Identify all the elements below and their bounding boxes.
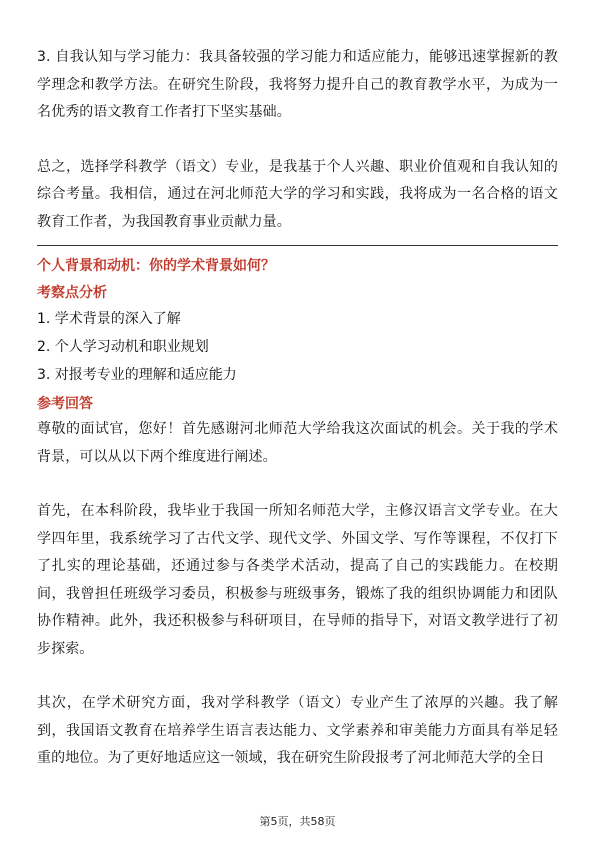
- analysis-points-list: [37, 305, 558, 389]
- paragraph-learning-ability: 3. 自我认知与学习能力：我具备较强的学习能力和适应能力，能够迅速掌握新的教学理念和教学方法。在研究生阶段，我将努力提升自己的教育教学水平，为成为一名优秀的语文教育工作者打下坚实基础。: [37, 49, 558, 120]
- answer-paragraph-greeting: 尊敬的面试官，您好！首先感谢河北师范大学给我这次面试的机会。关于我的学术背景，可以从以下两个维度进行阐述。: [37, 421, 558, 465]
- paragraph-gap: [37, 663, 558, 690]
- analysis-heading: 考察点分析: [37, 285, 107, 301]
- answer-paragraph-research: 其次，在学术研究方面，我对学科教学（语文）专业产生了浓厚的兴趣。我了解到，我国语文教育在培养学生语言表达能力、文学素养和审美能力方面具有举足轻重的地位。为了更好地适应这一领域，我在研究生阶段报考了河北师范大学的全日: [37, 695, 558, 766]
- page-number-footer: 第5页，共58页: [259, 815, 336, 828]
- paragraph-conclusion: 总之，选择学科教学（语文）专业，是我基于个人兴趣、职业价值观和自我认知的综合考量。我相信，通过在河北师范大学的学习和实践，我将成为一名合格的语文教育工作者，为我国教育事业贡献力量。: [37, 158, 558, 230]
- analysis-point: 2. 个人学习动机和职业规划: [37, 339, 209, 355]
- question-title: 个人背景和动机：你的学术背景如何？: [37, 258, 275, 274]
- analysis-point: 3. 对报考专业的理解和适应能力: [37, 367, 237, 383]
- analysis-point: 1. 学术背景的深入了解: [37, 311, 181, 327]
- page-content: [37, 44, 558, 773]
- paragraph-gap: [37, 471, 558, 498]
- paragraph-gap: [37, 127, 558, 154]
- answer-paragraph-undergraduate: 首先，在本科阶段，我毕业于我国一所知名师范大学，主修汉语言文学专业。在大学四年里，我系统学习了古代文学、现代文学、外国文学、写作等课程，不仅打下了扎实的理论基础，还通过参与各类学术活动，提高了自己的实践能力。在校期间，我曾担任班级学习委员，积极参与班级事务，锻炼了我的组织协调能力和团队协作精神。此外，我还积极参与科研项目，在导师的指导下，对语文教学进行了初步探索。: [37, 503, 558, 657]
- section-divider: [37, 245, 558, 246]
- answer-heading: 参考回答: [37, 396, 93, 412]
